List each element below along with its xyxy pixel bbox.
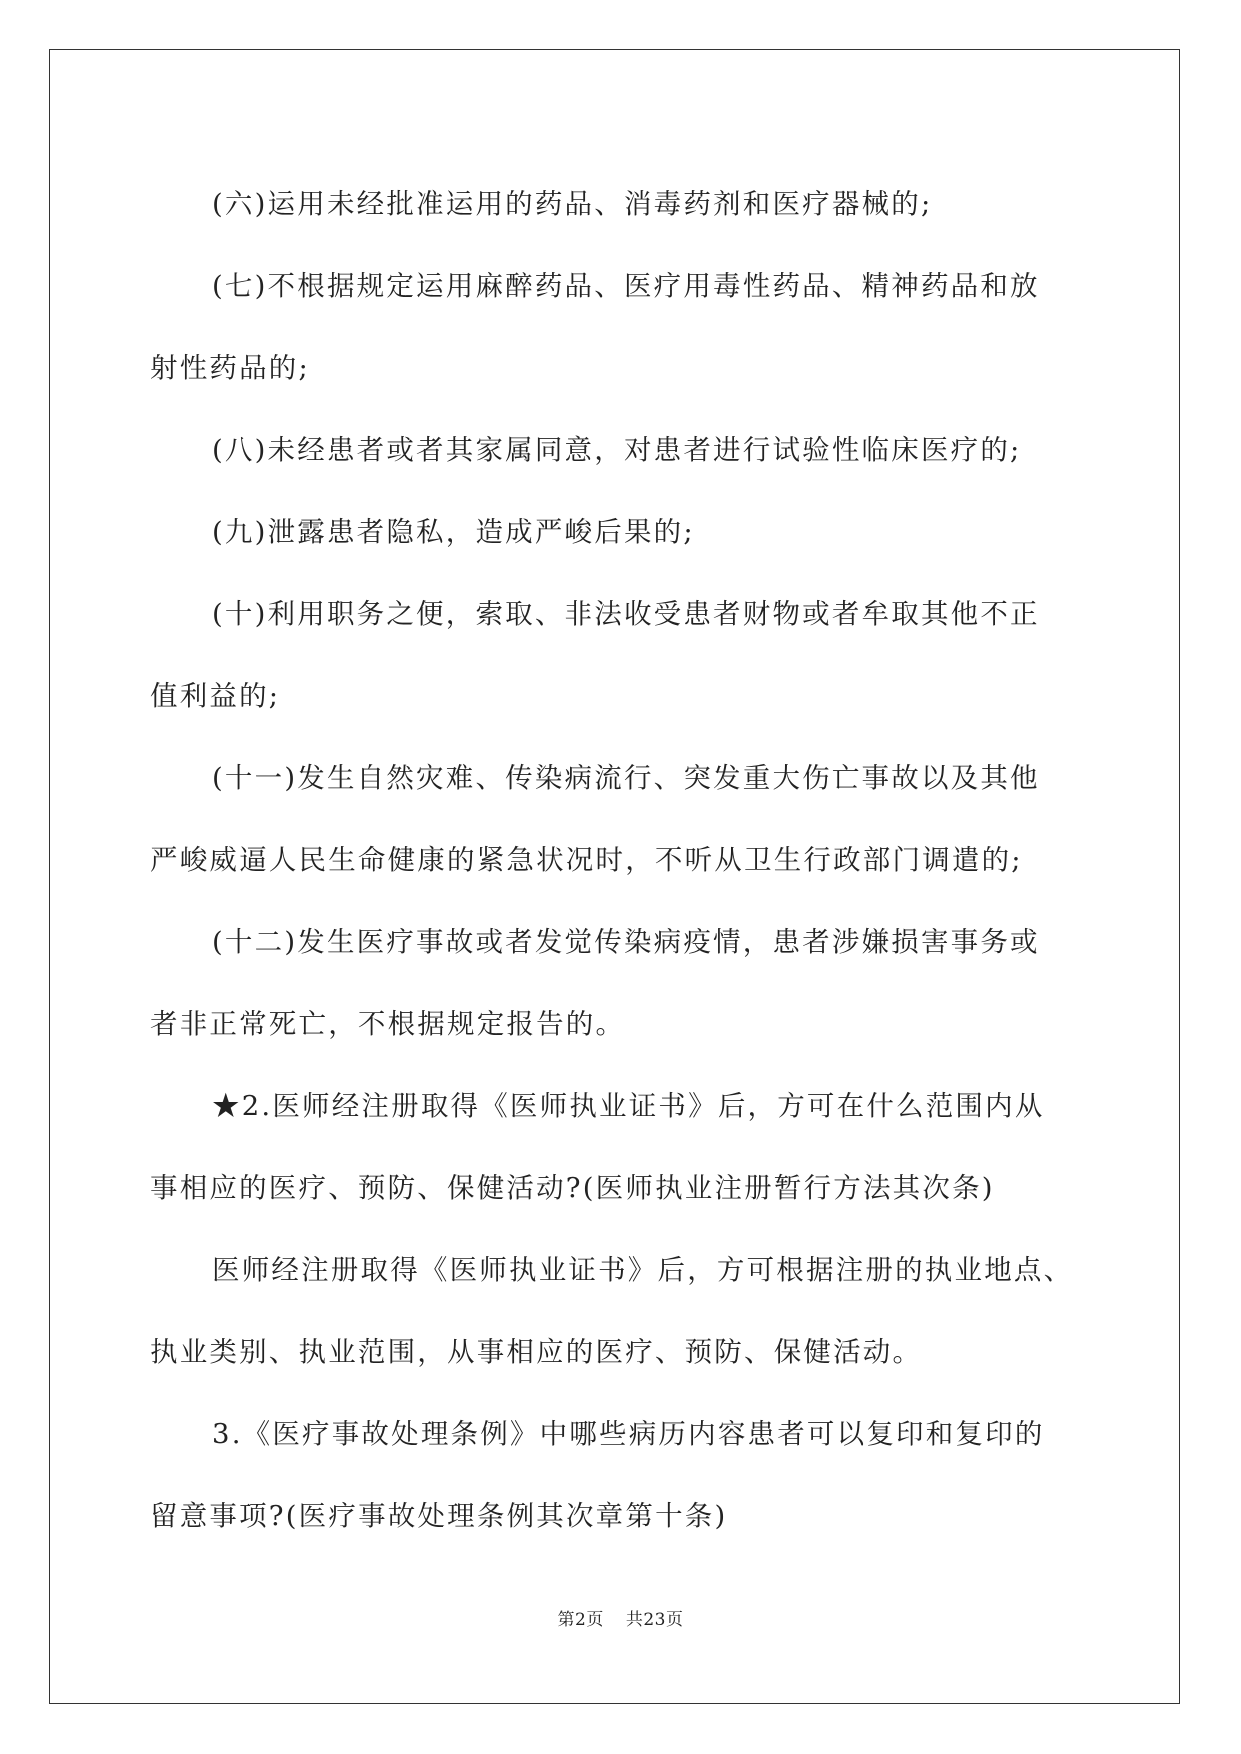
paragraph-line: 者非正常死亡，不根据规定报告的。 [150, 1008, 626, 1040]
paragraph-line: 严峻威逼人民生命健康的紧急状况时，不听从卫生行政部门调遣的; [150, 844, 1023, 876]
paragraph-line: 医师经注册取得《医师执业证书》后，方可根据注册的执业地点、 [212, 1254, 1074, 1286]
paragraph-line: (六)运用未经批准运用的药品、消毒药剂和医疗器械的; [212, 188, 933, 220]
page-total: 共23页 [625, 1610, 684, 1630]
page-footer [0, 1605, 1241, 1630]
question-heading: ★2.医师经注册取得《医师执业证书》后，方可在什么范围内从 [212, 1090, 1045, 1122]
paragraph-line: 值利益的; [150, 680, 281, 712]
paragraph-line: (七)不根据规定运用麻醉药品、医疗用毒性药品、精神药品和放 [212, 270, 1040, 302]
paragraph-line: (十一)发生自然灾难、传染病流行、突发重大伤亡事故以及其他 [212, 762, 1040, 794]
paragraph-line: 事相应的医疗、预防、保健活动?(医师执业注册暂行方法其次条) [150, 1172, 995, 1204]
paragraph-line: (十)利用职务之便，索取、非法收受患者财物或者牟取其他不正 [212, 598, 1040, 630]
question-heading: 3.《医疗事故处理条例》中哪些病历内容患者可以复印和复印的 [212, 1418, 1045, 1450]
paragraph-line: 留意事项?(医疗事故处理条例其次章第十条) [150, 1500, 728, 1532]
document-body [150, 163, 1090, 1557]
paragraph-line: 射性药品的; [150, 352, 310, 384]
page-number: 第2页 [557, 1610, 604, 1630]
paragraph-line: (十二)发生医疗事故或者发觉传染病疫情，患者涉嫌损害事务或 [212, 926, 1040, 958]
paragraph-line: 执业类别、执业范围，从事相应的医疗、预防、保健活动。 [150, 1336, 923, 1368]
paragraph-line: (九)泄露患者隐私，造成严峻后果的; [212, 516, 695, 548]
paragraph-line: (八)未经患者或者其家属同意，对患者进行试验性临床医疗的; [212, 434, 1022, 466]
